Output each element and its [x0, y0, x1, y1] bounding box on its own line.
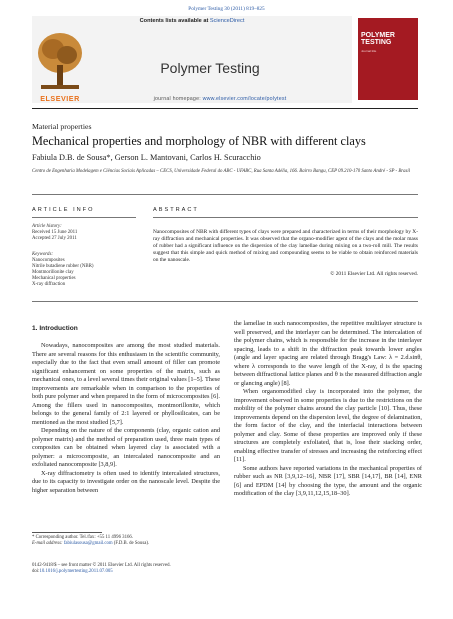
article-title: Mechanical properties and morphology of NBR with different clays — [32, 134, 366, 148]
keyword-item: Nitrile butadiene rubber (NBR) — [32, 264, 94, 270]
abstract-text: Nanocomposites of NBR with different types of clays were prepared and characterized in terms of their morphology by X-ray diffraction and mechanical properties. It was observed that the organo-modifier agent of the clays and the molar mass of rubber had a significant influence on the dispersion of the clay lamellae during mixing on a two-roll mill. The results suggest that this simple and quick method of mixing and compounding seems to be viable to obtain reinforced materials on the nanoscale. — [153, 229, 418, 264]
article-history — [32, 224, 136, 242]
cover-title — [361, 32, 395, 46]
keywords-label: Keywords: — [32, 252, 54, 257]
accepted-date: Accepted 27 July 2011 — [32, 236, 77, 242]
publication-info — [32, 563, 220, 575]
section-label: Material properties — [32, 122, 92, 131]
footnote-rule — [32, 532, 102, 533]
abstract-heading: ABSTRACT — [153, 207, 199, 213]
cover-title-line2: TESTING — [361, 39, 392, 46]
doi-link[interactable]: 10.1016/j.polymertesting.2011.07.005 — [39, 569, 113, 575]
divider-body — [32, 301, 418, 302]
paragraph: X-ray diffractometry is often used to identify intercalated structures, due to its capacity to investigate order on the nanoscale level. Despite the higher separation between — [32, 469, 220, 494]
paragraph: the lamellae in such nanocomposites, the repetitive multilayer structure is well preserved, and the interlayer can be determined. The intercalation of the polymer chains, which is responsible for the increase in the interlayer spacing, leads to a shift in the diffraction peak towards lower angles (angle and layer spacing are related through Bragg's Law: λ = 2.d.sinθ, where λ corresponds to the wave length of the X-ray, d is the spacing between diffractional lattice planes and θ is the measured diffraction angle or glancing angle) [8]. — [234, 320, 422, 387]
received-date: Received 15 June 2011 — [32, 230, 78, 236]
journal-homepage — [90, 96, 350, 102]
doi-line — [32, 569, 220, 575]
author-list: Fabiula D.B. de Sousa*, Gerson L. Mantovani, Carlos H. Scuracchio — [32, 153, 261, 162]
divider-top — [32, 194, 418, 195]
paragraph: Depending on the nature of the components (clay, organic cation and polymer matrix) and the method of preparation used, three main types of composites can be obtained when layered clay is associated with a polymer: a microcomposite, an intercalated nanocomposite and an exfoliated nanocomposite [3,8,9]. — [32, 427, 220, 468]
corresponding-author-note: * Corresponding author. Tel./fax: +55 11 4996 3166. — [32, 535, 133, 540]
affiliation: Centro de Engenharia Modelagem e Ciências Sociais Aplicadas – CECS, Universidade Federal do ABC - UFABC, Rua Santa Adélia, 166. Bairro Bangu, CEP 09.210-170 Santo André - SP - Brasil — [32, 169, 411, 174]
history-label: Article history: — [32, 224, 62, 229]
journal-reference[interactable]: Polymer Testing 30 (2011) 819–825 — [188, 6, 265, 12]
email-label: E-mail address: — [32, 541, 64, 547]
body-column-left — [32, 342, 220, 495]
article-info-heading: ARTICLE INFO — [32, 207, 95, 213]
email-suffix: (F.D.B. de Sousa). — [112, 541, 150, 547]
header-rule — [32, 108, 418, 109]
journal-cover-image — [358, 18, 418, 100]
email-link[interactable]: fabiulasousa@gmail.com — [63, 541, 113, 547]
sciencedirect-link[interactable]: ScienceDirect — [209, 18, 245, 24]
keywords-block — [32, 252, 136, 289]
homepage-link[interactable]: www.elsevier.com/locate/polytest — [202, 96, 287, 102]
intro-heading: 1. Introduction — [32, 325, 78, 332]
footnote — [32, 535, 220, 547]
paragraph: When organomodified clay is incorporated into the polymer, the improvement observed in some properties is due to the restrictions on the mobility of the polymer chains around the clay particle [10]. Thus, these improvements depend on the dispersion level, the degree of delamination, the form factor of the clay, and the interfacial interactions between polymer and clay. Some of these properties are improved only if these structures are completely exfoliated, that is, lose their stacking order, enabling effective transfer of stresses and increasing the reinforcing effect [11]. — [234, 388, 422, 463]
abstract-copyright: © 2011 Elsevier Ltd. All rights reserved. — [330, 271, 418, 277]
keyword-item: Montmorillonite clay — [32, 270, 74, 276]
doi-prefix: doi: — [32, 569, 40, 575]
keyword-item: Mechanical properties — [32, 276, 76, 282]
keyword-item: Nanocomposites — [32, 258, 65, 264]
homepage-prefix: journal homepage: — [153, 96, 203, 102]
elsevier-wordmark: ELSEVIER — [40, 94, 80, 103]
body-column-right — [234, 320, 422, 499]
journal-title: Polymer Testing — [160, 60, 260, 76]
paragraph: Some authors have reported variations in the mechanical properties of rubber such as NR [3,9,12–16], NBR [17], SBR [14,17], BR [14], ENR [6] and EPDM [14] by choosing the type, the amount and the organic modification of the clay [3,9,11,12,15,18–30]. — [234, 464, 422, 497]
elsevier-tree-logo — [35, 27, 85, 99]
email-line — [32, 541, 220, 547]
contents-prefix: Contents lists available at — [139, 18, 210, 24]
cover-subtitle: Journal title — [361, 49, 377, 53]
article-info-rule — [32, 217, 136, 218]
issn-line: 0142-9418/$ – see front matter © 2011 Elsevier Ltd. All rights reserved. — [32, 563, 171, 568]
contents-line — [32, 18, 352, 24]
abstract-rule — [153, 217, 418, 218]
keyword-item: X-ray diffraction — [32, 282, 66, 288]
cover-title-line1: POLYMER — [361, 32, 395, 39]
paragraph: Nowadays, nanocomposites are among the most studied materials. There are several reasons for this enthusiasm in the scientific community, especially due to the fact that even small amount of filler can promote significant enhancement on some properties of the matrix, such as mechanical ones, to a level several times their original values [1–5]. These improvements are remarkable when in comparison to the properties of both pure polymer and when prepared in the form of microcomposites [6]. Among the fillers used in nanocomposites, montmorillonite, which belongs to the general family of 2:1 layered or phyllosilicates, can be mentioned as the most studied [5,7]. — [32, 342, 220, 426]
